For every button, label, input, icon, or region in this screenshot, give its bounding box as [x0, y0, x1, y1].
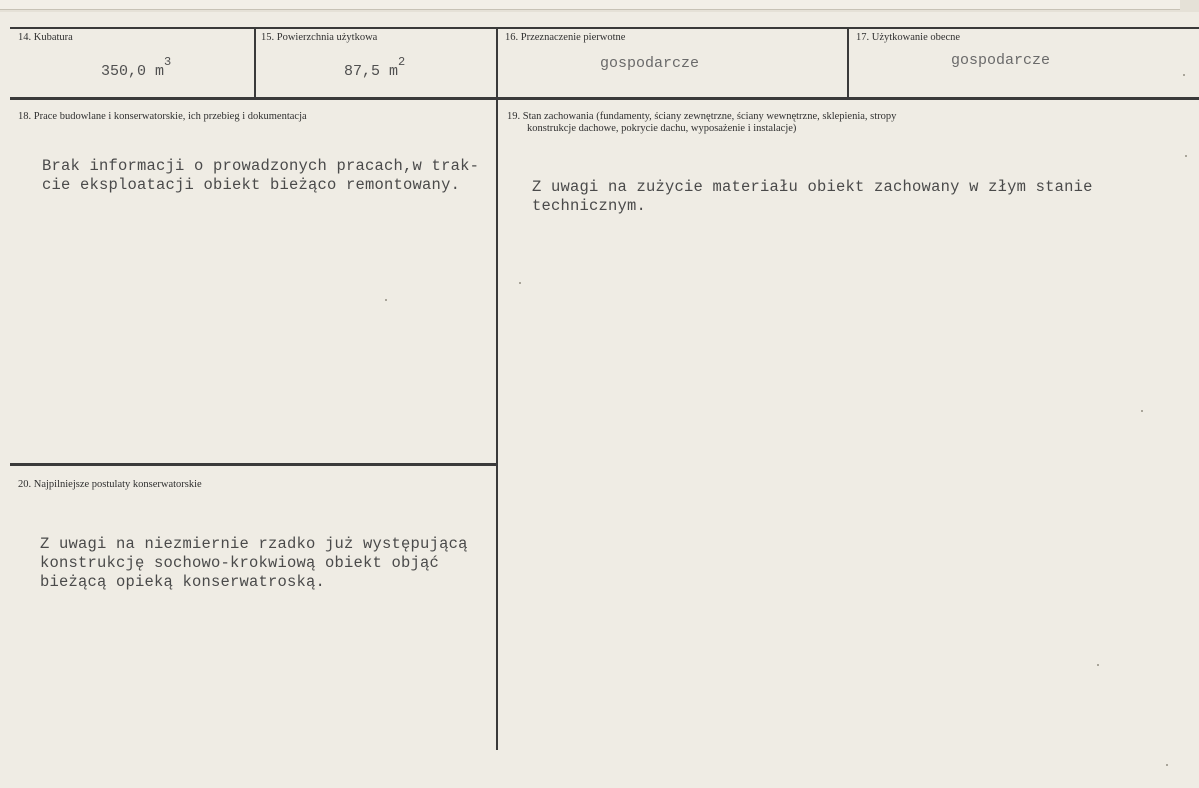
previous-sheet-edge — [0, 0, 1180, 10]
row1-bottom-rule — [10, 97, 1199, 100]
postulaty-text — [40, 535, 468, 592]
postulaty-line-2: konstrukcję sochowo-krokwiową obiekt objąć — [40, 554, 440, 572]
stan-label-line-2: konstrukcje dachowe, pokrycie dachu, wyposażenie i instalacje) — [527, 123, 797, 134]
paper-speck — [1097, 664, 1099, 666]
kubatura-unit-exponent: 3 — [164, 55, 172, 69]
paper-speck — [519, 282, 521, 284]
uzytkowanie-label: 17. Użytkowanie obecne — [856, 32, 961, 43]
top-sheet-edge — [0, 0, 1199, 12]
paper-speck — [1183, 74, 1185, 76]
divider-14-15 — [254, 27, 256, 99]
top-rule — [10, 27, 1199, 29]
przeznaczenie-label: 16. Przeznaczenie pierwotne — [505, 32, 626, 43]
paper-speck — [1166, 764, 1168, 766]
stan-line-2: technicznym. — [532, 197, 647, 215]
prace-text — [42, 157, 479, 195]
kubatura-label: 14. Kubatura — [18, 32, 73, 43]
kubatura-value — [101, 55, 172, 80]
paper-speck — [385, 299, 387, 301]
prace-line-1: Brak informacji o prowadzonych pracach,w trak- — [42, 157, 480, 175]
prace-label: 18. Prace budowlane i konserwatorskie, ich przebieg i dokumentacja — [18, 111, 307, 122]
paper-speck — [1185, 155, 1187, 157]
kubatura-number: 350,0 m — [101, 63, 165, 80]
divider-16-17 — [847, 27, 849, 99]
stan-line-1: Z uwagi na zużycie materiału obiekt zachowany w złym stanie — [532, 178, 1093, 196]
prace-line-2: cie eksploatacji obiekt bieżąco remontowany. — [42, 176, 461, 194]
stan-text — [532, 178, 1093, 216]
przeznaczenie-value: gospodarcze — [600, 55, 700, 72]
uzytkowanie-value: gospodarcze — [951, 52, 1051, 69]
divider-15-16 — [496, 27, 498, 750]
postulaty-line-3: bieżącą opieką konserwatroską. — [40, 573, 326, 591]
stan-label-line-1: 19. Stan zachowania (fundamenty, ściany zewnętrzne, ściany wewnętrzne, sklepienia, stropy — [507, 111, 897, 122]
powierzchnia-value — [344, 55, 406, 80]
paper-speck — [1141, 410, 1143, 412]
powierzchnia-number: 87,5 m — [344, 63, 399, 80]
section18-bottom-rule — [10, 463, 496, 466]
powierzchnia-label: 15. Powierzchnia użytkowa — [261, 32, 378, 43]
powierzchnia-unit-exponent: 2 — [398, 55, 406, 69]
postulaty-line-1: Z uwagi na niezmiernie rzadko już występującą — [40, 535, 468, 553]
postulaty-label: 20. Najpilniejsze postulaty konserwatorskie — [18, 479, 202, 490]
